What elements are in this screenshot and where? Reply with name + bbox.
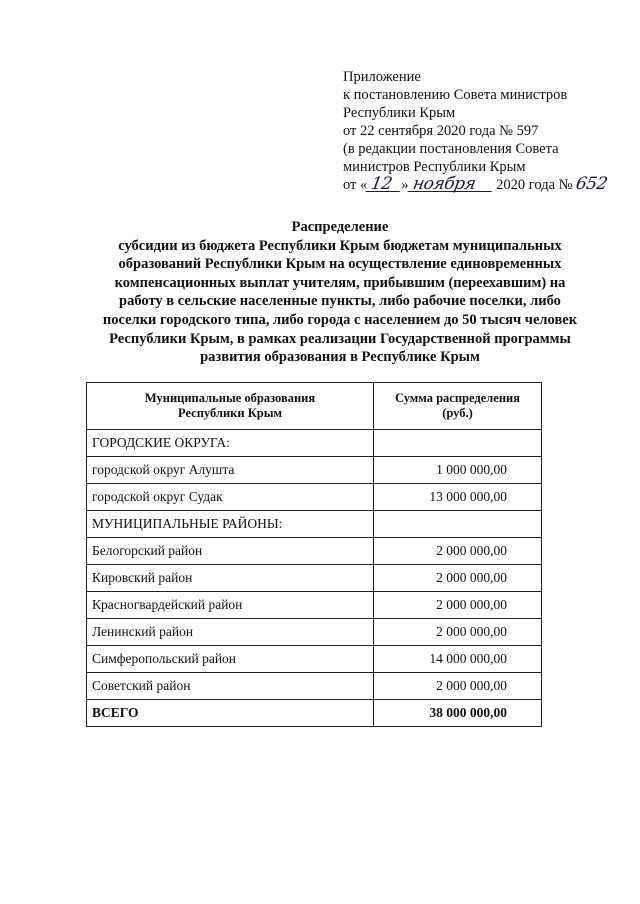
municipality-cell: МУНИЦИПАЛЬНЫЕ РАЙОНЫ: xyxy=(87,511,374,538)
municipality-cell: Ленинский район xyxy=(87,619,374,646)
total-amount-cell: 38 000 000,00 xyxy=(374,700,542,727)
title-line: работу в сельские населенные пункты, либо рабочие поселки, либо xyxy=(119,293,561,310)
table-row xyxy=(87,538,542,565)
title-line: образований Республики Крым на осуществление единовременных xyxy=(118,256,562,273)
total-label-cell: ВСЕГО xyxy=(87,700,374,727)
date-prefix: от « xyxy=(343,177,368,193)
table-body xyxy=(87,430,542,727)
table-row xyxy=(87,457,542,484)
title-line: поселки городского типа, либо города с населением до 50 тысяч человек xyxy=(102,311,578,328)
amount-cell: 2 000 000,00 xyxy=(374,592,542,619)
amount-cell: 2 000 000,00 xyxy=(374,619,542,646)
municipality-cell: Советский район xyxy=(87,673,374,700)
table-row xyxy=(87,619,542,646)
amount-cell: 14 000 000,00 xyxy=(374,646,542,673)
table-total-row xyxy=(87,700,542,727)
municipality-cell: городской округ Судак xyxy=(87,484,374,511)
table-row xyxy=(87,430,542,457)
appendix-line: к постановлению Совета министров xyxy=(343,87,568,103)
amount-cell: 2 000 000,00 xyxy=(374,673,542,700)
document-title xyxy=(60,218,620,367)
handwritten-day: 12 xyxy=(366,177,403,192)
amount-cell xyxy=(374,511,542,538)
distribution-table xyxy=(86,382,542,727)
title-line: компенсационных выплат учителям, прибывшим (переехавшим) на xyxy=(114,274,566,291)
appendix-block xyxy=(343,68,623,194)
municipality-cell: Кировский район xyxy=(87,565,374,592)
table-row xyxy=(87,511,542,538)
appendix-line: от 22 сентября 2020 года № 597 xyxy=(343,123,539,139)
header-amount xyxy=(374,383,542,430)
amount-cell xyxy=(374,430,542,457)
appendix-line: Приложение xyxy=(343,69,421,85)
amount-cell: 13 000 000,00 xyxy=(374,484,542,511)
title-line: субсидии из бюджета Республики Крым бюджетам муниципальных xyxy=(118,237,562,254)
table-row xyxy=(87,484,542,511)
date-year-label: 2020 года № xyxy=(496,177,573,193)
title-line: развития образования в Республике Крым xyxy=(200,349,480,366)
title-line: Республики Крым, в рамках реализации Государственной программы xyxy=(109,330,571,347)
amount-cell: 2 000 000,00 xyxy=(374,565,542,592)
handwritten-month: ноября xyxy=(407,177,494,192)
table-header-row xyxy=(87,383,542,430)
appendix-line: (в редакции постановления Совета xyxy=(343,141,559,157)
table-row xyxy=(87,592,542,619)
table-row xyxy=(87,673,542,700)
amount-cell: 2 000 000,00 xyxy=(374,538,542,565)
table-row xyxy=(87,646,542,673)
municipality-cell: Симферопольский район xyxy=(87,646,374,673)
table-row xyxy=(87,565,542,592)
municipality-cell: Красногвардейский район xyxy=(87,592,374,619)
appendix-date-line: от « 12 » ноября 2020 года № 652 xyxy=(343,176,623,194)
title-heading: Распределение xyxy=(291,219,389,235)
header-municipality-text: Муниципальные образования Республики Крым xyxy=(144,391,316,420)
appendix-line: Республики Крым xyxy=(343,105,456,121)
handwritten-number: 652 xyxy=(574,174,610,194)
municipality-cell: Белогорский район xyxy=(87,538,374,565)
amount-cell: 1 000 000,00 xyxy=(374,457,542,484)
header-municipality xyxy=(87,383,374,430)
municipality-cell: городской округ Алушта xyxy=(87,457,374,484)
appendix-line: министров Республики Крым xyxy=(343,159,526,175)
municipality-cell: ГОРОДСКИЕ ОКРУГА: xyxy=(87,430,374,457)
header-amount-text: Сумма распределения (руб.) xyxy=(394,391,520,420)
